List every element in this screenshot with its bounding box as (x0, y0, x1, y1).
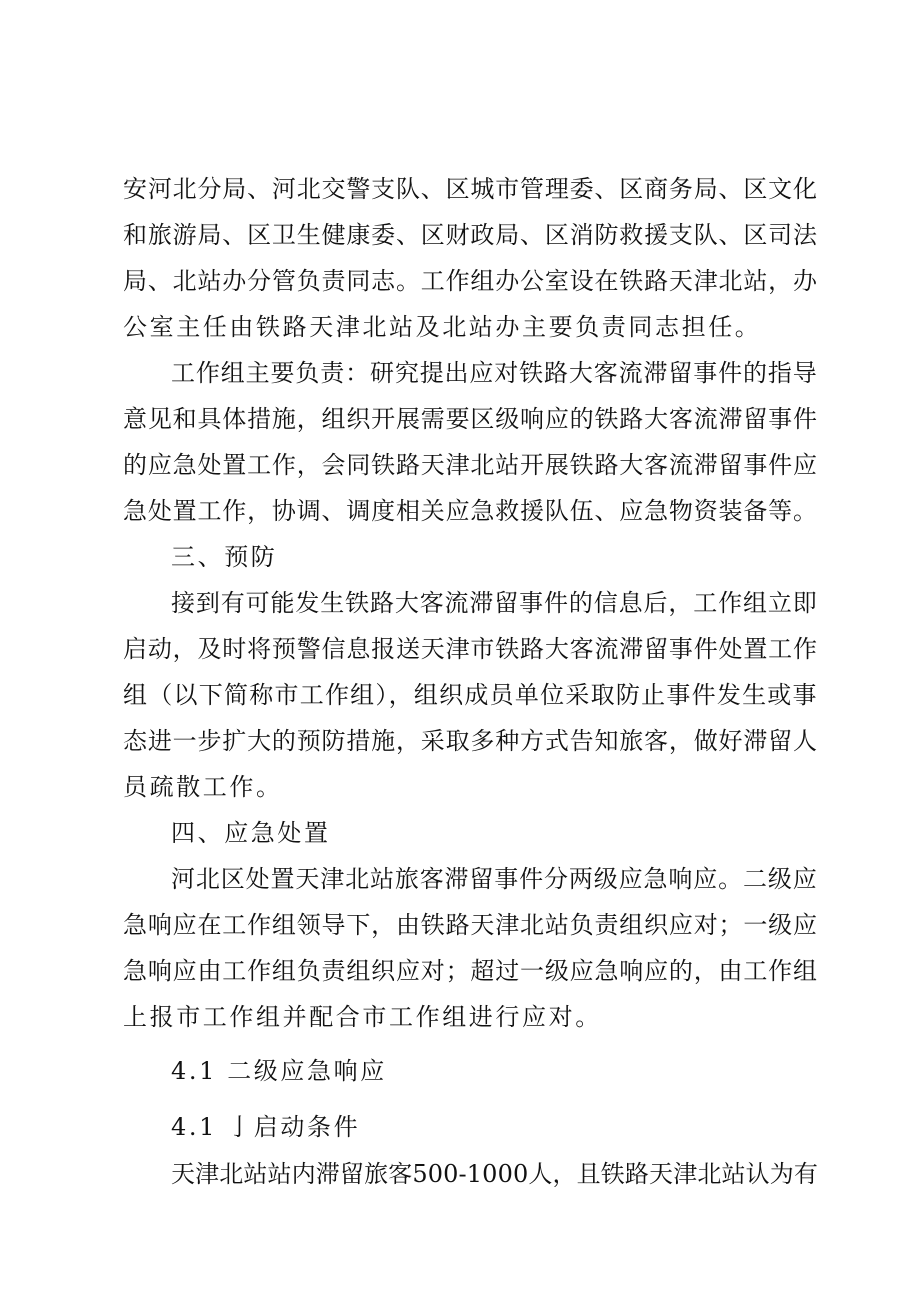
text-line: 急响应在工作组领导下，由铁路天津北站负责组织应对；一级应 (123, 911, 818, 939)
text-line: 急响应由工作组负责组织应对；超过一级应急响应的，由工作组 (123, 957, 818, 985)
text-line: 的应急处置工作，会同铁路天津北站开展铁路大客流滞留事件应 (123, 451, 818, 479)
text-line: 启动，及时将预警信息报送天津市铁路大客流滞留事件处置工作 (123, 635, 818, 663)
text-line: 安河北分局、河北交警支队、区城市管理委、区商务局、区文化 (123, 175, 818, 203)
subsection-heading: 4.1 二级应急响应 (171, 1057, 387, 1085)
text-line: 河北区处置天津北站旅客滞留事件分两级应急响应。二级应 (171, 865, 818, 893)
text-line: 工作组主要负责：研究提出应对铁路大客流滞留事件的指导 (171, 359, 818, 387)
text-line: 态进一步扩大的预防措施，采取多种方式告知旅客，做好滞留人 (123, 727, 818, 755)
text-line: 天津北站站内滞留旅客500-1000人，且铁路天津北站认为有 (171, 1160, 818, 1188)
section-heading: 三、预防 (171, 543, 278, 571)
text-line: 和旅游局、区卫生健康委、区财政局、区消防救援支队、区司法 (123, 221, 818, 249)
section-heading: 四、应急处置 (171, 819, 331, 847)
text-line: 组（以下简称市工作组），组织成员单位采取防止事件发生或事 (123, 681, 818, 709)
subsection-heading: 4.1 亅启动条件 (171, 1113, 361, 1141)
text-line: 员疏散工作。 (123, 773, 283, 801)
text-line: 局、北站办分管负责同志。工作组办公室设在铁路天津北站，办 (123, 267, 818, 295)
text-line: 意见和具体措施，组织开展需要区级响应的铁路大客流滞留事件 (123, 405, 818, 433)
text-line: 接到有可能发生铁路大客流滞留事件的信息后，工作组立即 (171, 589, 818, 617)
text-line: 上报市工作组并配合市工作组进行应对。 (123, 1003, 602, 1031)
text-line: 急处置工作，协调、调度相关应急救援队伍、应急物资装备等。 (123, 497, 818, 525)
text-line: 公室主任由铁路天津北站及北站办主要负责同志担任。 (123, 313, 762, 341)
